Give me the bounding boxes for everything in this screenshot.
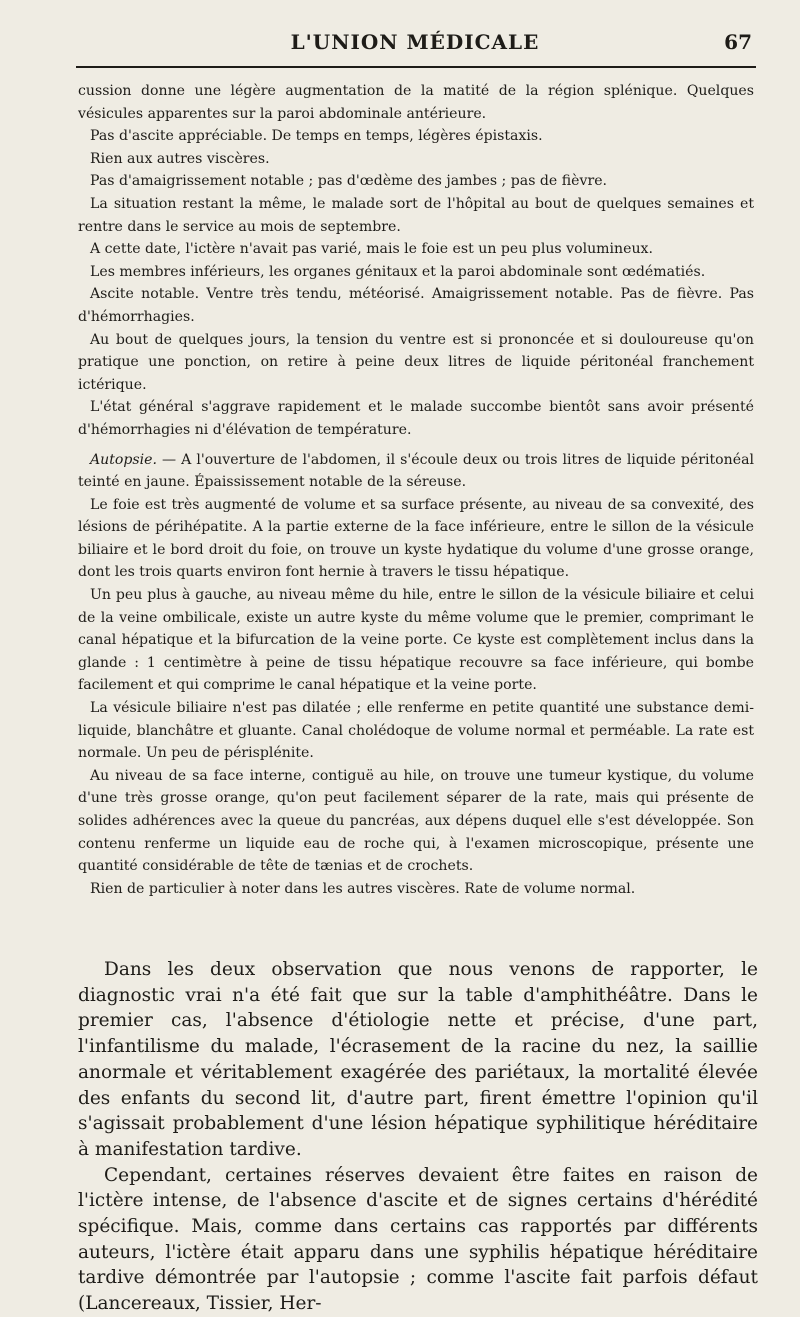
header-rule xyxy=(76,66,756,68)
autopsy-text: — A l'ouverture de l'abdomen, il s'écoule deux ou trois litres de liquide péritonéal teinté en jaune. Épaississement notable de la séreuse. xyxy=(78,451,754,491)
paragraph: Un peu plus à gauche, au niveau même du hile, entre le sillon de la vésicule biliaire et celui de la veine ombilicale, existe un autre kyste du même volume que le premier, comprimant le canal hépatique et la bifurcation de la veine porte. Ce kyste est complètement inclus dans la glande : 1 centimètre à peine de tissu hépatique recouvre sa face inférieure, qui bombe facilement et qui comprime le canal hépatique et la veine porte. xyxy=(78,587,754,694)
paragraph: Le foie est très augmenté de volume et sa surface présente, au niveau de sa convexité, des lésions de périhépatite. A la partie externe de la face inférieure, entre le sillon de la vésicule biliaire et le bord droit du foie, on trouve un kyste hydatique du volume d'une grosse orange, dont les trois quarts environ font hernie à travers le tissu hépatique. xyxy=(78,496,754,581)
paragraph: Au niveau de sa face interne, contiguë au hile, on trouve une tumeur kystique, du volume d'une très grosse orange, qu'on peut facilement séparer de la rate, mais qui présente de solides adhérences avec la queue du pancréas, aux dépens duquel elle s'est développée. Son contenu renferme un liquide eau de roche qui, à l'examen microscopique, présente une quantité considérable de tête de tænias et de crochets. xyxy=(78,767,754,875)
paragraph: Ascite notable. Ventre très tendu, météorisé. Amaigrissement notable. Pas de fièvre. Pas d'hémorrhagies. xyxy=(78,286,754,325)
paragraph: Rien de particulier à noter dans les autres viscères. Rate de volume normal. xyxy=(90,880,636,897)
discussion-body xyxy=(78,957,758,1317)
paragraph: A cette date, l'ictère n'avait pas varié, mais le foie est un peu plus volumineux. xyxy=(90,241,653,258)
page-header xyxy=(70,30,760,64)
paragraph: Les membres inférieurs, les organes génitaux et la paroi abdominale sont œdématiés. xyxy=(90,263,706,280)
section-gap xyxy=(78,442,754,449)
autopsy-paragraph xyxy=(78,449,754,494)
paragraph: Au bout de quelques jours, la tension du ventre est si prononcée et si douloureuse qu'on pratique une ponction, on retire à peine deux litres de liquide péritonéal franchement ictérique. xyxy=(78,331,754,393)
paragraph: Cependant, certaines réserves devaient être faites en raison de l'ictère intense, de l'absence d'ascite et de signes certains d'hérédité spécifique. Mais, comme dans certains cas rapportés par différents auteurs, l'ictère était apparu dans une syphilis hépatique héréditaire tardive démontrée par l'autopsie ; comme l'ascite fait parfois défaut (Lancereaux, Tissier, Her- xyxy=(78,1164,758,1315)
running-title: L'UNION MÉDICALE xyxy=(290,30,540,54)
paragraph: Pas d'ascite appréciable. De temps en temps, légères épistaxis. xyxy=(90,128,543,145)
paragraph: La situation restant la même, le malade sort de l'hôpital au bout de quelques semaines et rentre dans le service au mois de septembre. xyxy=(78,195,754,235)
page-number: 67 xyxy=(724,30,752,54)
paragraph: cussion donne une légère augmentation de la matité de la région splénique. Quelques vésicules apparentes sur la paroi abdominale antérieure. xyxy=(78,83,754,122)
paragraph: Pas d'amaigrissement notable ; pas d'œdème des jambes ; pas de fièvre. xyxy=(90,173,608,190)
autopsy-label: Autopsie. xyxy=(90,451,157,468)
paragraph: L'état général s'aggrave rapidement et le malade succombe bientôt sans avoir présenté d'hémorrhagies ni d'élévation de température. xyxy=(78,399,754,438)
paragraph: Dans les deux observation que nous venons de rapporter, le diagnostic vrai n'a été fait que sur la table d'amphithéâtre. Dans le premier cas, l'absence d'étiologie nette et précise, d'une part, l'infantilisme du malade, l'écrasement de la racine du nez, la saillie anormale et véritablement exagérée des pariétaux, la mortalité élevée des enfants du second lit, d'autre part, firent émettre l'opinion qu'il s'agissait probablement d'une lésion hépatique syphilitique héréditaire à manifestation tardive. xyxy=(78,959,758,1160)
paragraph: La vésicule biliaire n'est pas dilatée ; elle renferme en petite quantité une substance demi-liquide, blanchâtre et gluante. Canal cholédoque de volume normal et perméable. La rate est normale. Un peu de périsplénite. xyxy=(78,700,754,762)
case-report-body xyxy=(78,80,754,900)
paragraph: Rien aux autres viscères. xyxy=(90,150,270,167)
